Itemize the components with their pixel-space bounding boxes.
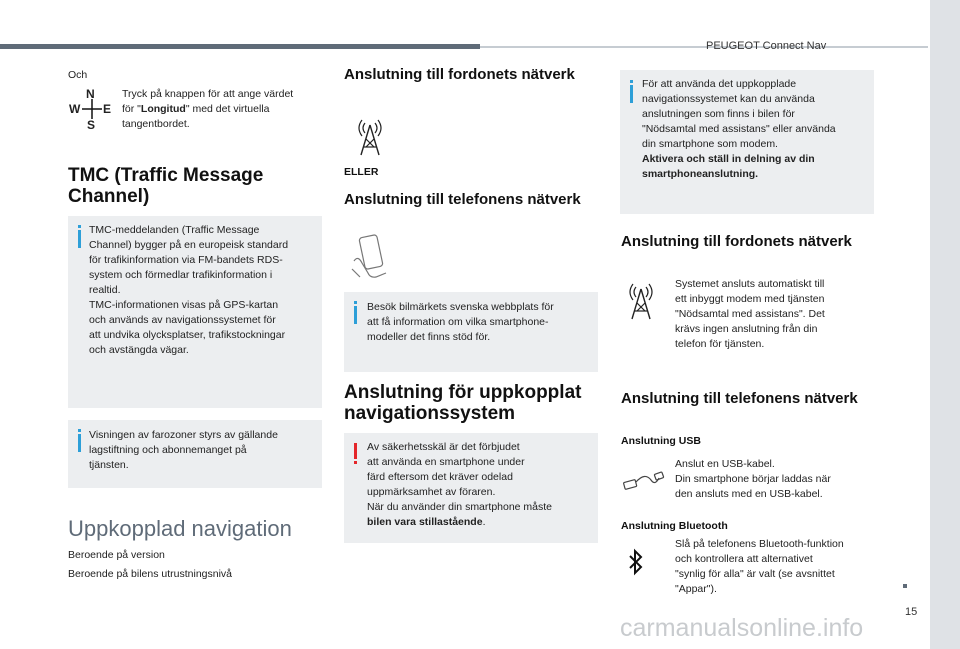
compass-e: E <box>103 102 112 116</box>
header-rule-light <box>480 46 928 48</box>
bluetooth-icon <box>628 548 644 576</box>
hazard-info-text: Visningen av farozoner styrs av gällande lagstiftning och abonnemanget på tjänsten. <box>89 429 278 471</box>
compass-w: W <box>69 102 81 116</box>
safety-warning-box <box>344 433 598 543</box>
phone-network-title: Anslutning till telefonens nätverk <box>344 191 581 208</box>
compass-s: S <box>87 118 96 132</box>
info-icon <box>78 225 81 228</box>
tmc-info-text: TMC-meddelanden (Traffic Message Channel) bygger på en europeisk standard för trafikinformation via FM-bandets RDS- system och förmedlar trafikinformation i realtid. TMC-informationen visas på GPS-kartan och används av navigationssystemet för att undvika olycksplatser, trafikstockningar och avstängda vägar. <box>89 224 289 356</box>
page-marker <box>903 584 907 588</box>
connected-nav-title: Uppkopplad navigation <box>68 516 292 541</box>
watermark: carmanualsonline.info <box>620 614 864 642</box>
och-label: Och <box>68 69 88 81</box>
vehicle-network-title: Anslutning till fordonets nätverk <box>344 66 575 83</box>
tmc-info-box <box>68 216 322 408</box>
version-note: Beroende på version <box>68 549 165 561</box>
auto-connect-text: Systemet ansluts automatiskt till ett inbyggt modem med tjänsten "Nödsamtal med assistans". Det krävs ingen anslutning från din telefon för tjänsten. <box>675 278 825 350</box>
brand-info-text: Besök bilmärkets svenska webbplats för att få information om vilka smartphone- modeller det finns stöd för. <box>367 301 554 343</box>
phone-network-title-2: Anslutning till telefonens nätverk <box>621 390 858 407</box>
info-icon <box>78 429 81 432</box>
header-rule <box>0 44 480 49</box>
running-header: PEUGEOT Connect Nav <box>706 40 827 52</box>
page-number: 15 <box>905 606 918 618</box>
bluetooth-title: Anslutning Bluetooth <box>621 520 728 532</box>
smartphone-hand-icon <box>350 233 392 281</box>
usb-text: Anslut en USB-kabel. Din smartphone börjar laddas när den ansluts med en USB-kabel. <box>675 458 831 500</box>
compass-n: N <box>86 87 95 101</box>
usb-title: Anslutning USB <box>621 435 701 447</box>
equipment-note: Beroende på bilens utrustningsnivå <box>68 568 233 580</box>
warning-icon <box>354 443 357 459</box>
or-label: ELLER <box>344 166 379 178</box>
info-icon <box>354 301 357 304</box>
bluetooth-text: Slå på telefonens Bluetooth-funktion och kontrollera att alternativet "synlig för alla" är valt (se avsnittet "Appar"). <box>675 538 844 595</box>
antenna-icon <box>626 281 656 321</box>
safety-warning-text: Av säkerhetsskäl är det förbjudet att använda en smartphone under färd eftersom det kräver odelad uppmärksamhet av föraren. När du använder din smartphone måste bilen vara stillastående. <box>367 441 553 528</box>
usage-info-box <box>620 70 874 214</box>
antenna-icon <box>355 117 385 157</box>
page-edge-bar <box>930 0 960 649</box>
info-icon <box>630 80 633 83</box>
compass-icon <box>66 87 116 133</box>
brand-info-box <box>344 292 598 372</box>
tap-instruction: Tryck på knappen för att ange värdet för "Longitud" med det virtuella tangentbordet. <box>122 88 294 130</box>
vehicle-network-title-2: Anslutning till fordonets nätverk <box>621 233 852 250</box>
hazard-info-box <box>68 420 322 488</box>
tmc-title: TMC (Traffic Message Channel) <box>68 165 264 207</box>
connected-system-title: Anslutning för uppkopplat navigationssystem <box>344 382 582 424</box>
usb-cable-icon <box>621 468 665 494</box>
usage-info-text: För att använda det uppkopplade navigationssystemet kan du använda anslutningen som finns i bilen för "Nödsamtal med assistans" eller använda din smartphone som modem. Aktivera och ställ in delning av din smartphoneanslutning. <box>642 78 836 180</box>
